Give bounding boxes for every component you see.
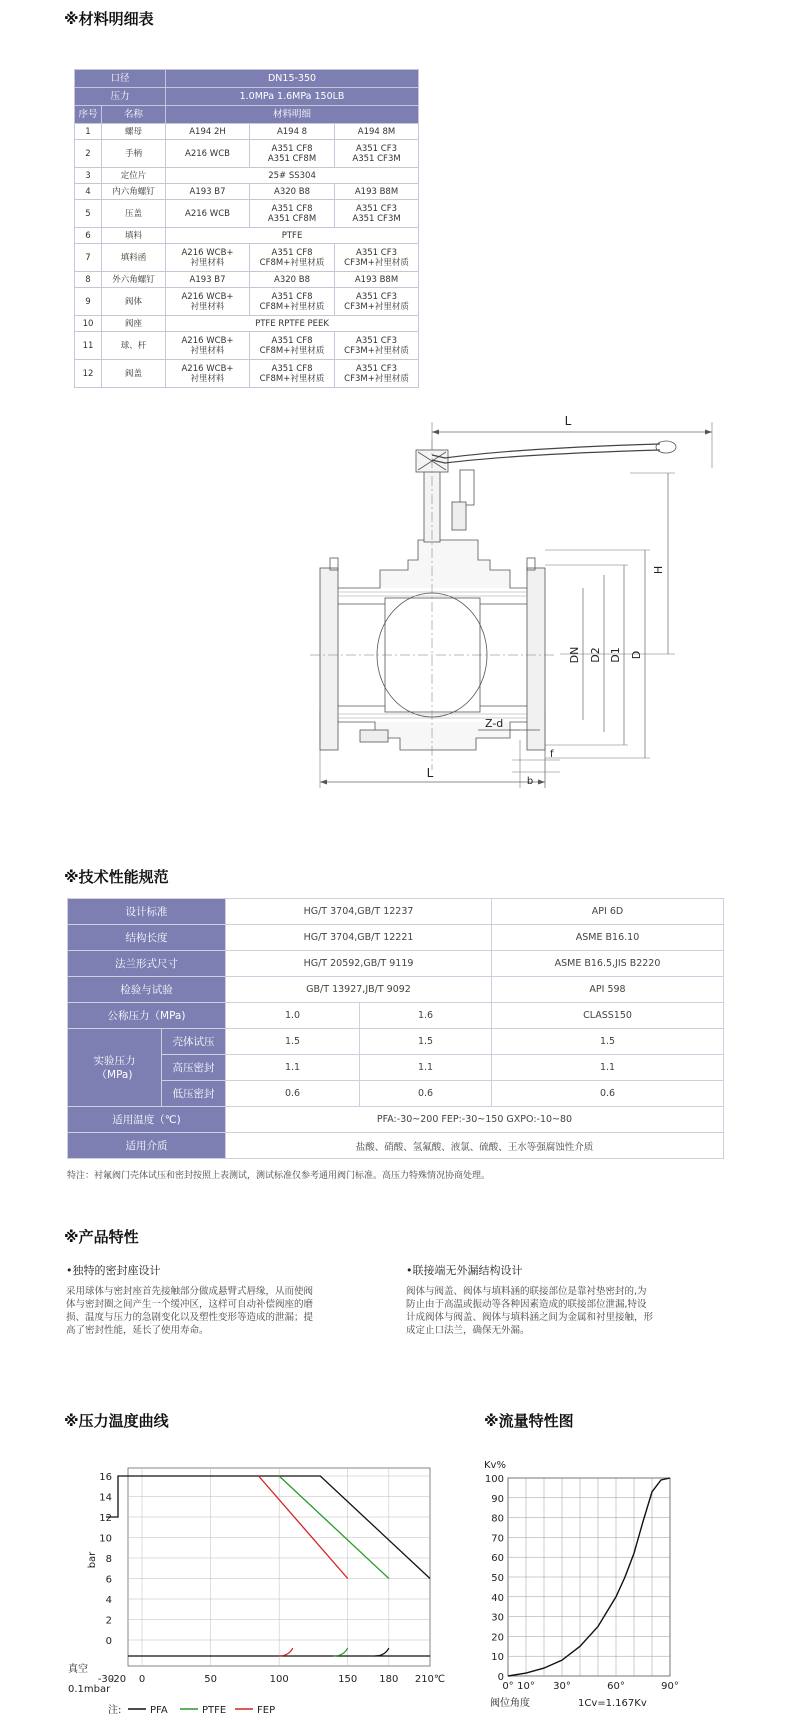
flow-y-tick: 90 bbox=[491, 1493, 504, 1505]
pt-y-tick: 2 bbox=[105, 1615, 112, 1627]
pt-legend-label: PTFE bbox=[202, 1705, 227, 1716]
row-name: 压盖 bbox=[102, 200, 166, 228]
pt-x-tick: 210℃ bbox=[414, 1674, 446, 1685]
row-name: 球、杆 bbox=[102, 332, 166, 360]
spec-row-length: 结构长度 HG/T 3704,GB/T 12221 ASME B16.10 bbox=[68, 925, 724, 951]
pt-y-tick: 12 bbox=[99, 1513, 112, 1524]
row-material-c2: A351 CF8 CF8M+衬里材质 bbox=[250, 360, 335, 388]
pt-y-tick: 10 bbox=[99, 1533, 112, 1545]
row-name: 外六角螺钉 bbox=[102, 272, 166, 288]
flow-x-tick: 0° bbox=[502, 1681, 514, 1692]
row-no: 8 bbox=[75, 272, 102, 288]
pt-y-tick: 8 bbox=[105, 1554, 112, 1565]
row-no: 3 bbox=[75, 168, 102, 184]
flow-y-tick: 10 bbox=[491, 1652, 504, 1664]
pressure-label: 压力 bbox=[75, 88, 166, 106]
row-material-c2: A351 CF8 A351 CF8M bbox=[250, 200, 335, 228]
row-material-c1: A216 WCB+ 衬里材料 bbox=[166, 360, 250, 388]
pt-chart-title: ※压力温度曲线 bbox=[64, 1412, 169, 1430]
feature-right-body: 阀体与阀盖、阀体与填料涵的联接部位是靠衬垫密封的,为防止由于高温或振动等各种因素造成的联接部位泄漏,特设计成阀体与阀盖、阀体与填料涵之间为金属和衬里接触，形成定止口法兰，确保无外漏。 bbox=[406, 1286, 654, 1336]
size-value: DN15-350 bbox=[166, 70, 419, 88]
dim-DN: DN bbox=[568, 646, 581, 664]
row-material-c3: A351 CF3 A351 CF3M bbox=[335, 140, 419, 168]
dim-b: b bbox=[526, 776, 534, 787]
row-name: 定位片 bbox=[102, 168, 166, 184]
row-material-c1: A193 B7 bbox=[166, 272, 250, 288]
row-name: 阀体 bbox=[102, 288, 166, 316]
row-material-c1: A216 WCB bbox=[166, 140, 250, 168]
pt-y-tick: 6 bbox=[105, 1574, 112, 1586]
flow-x-tick: 90° bbox=[661, 1681, 679, 1692]
row-no: 11 bbox=[75, 332, 102, 360]
spec-row-media: 适用介质 盐酸、硝酸、氢氟酸、液氯、硫酸、王水等强腐蚀性介质 bbox=[68, 1133, 724, 1159]
row-name: 手柄 bbox=[102, 140, 166, 168]
flow-x-label: 阀位角度 bbox=[490, 1698, 530, 1709]
materials-row bbox=[75, 316, 419, 332]
dim-D: D bbox=[630, 650, 643, 660]
row-material-c2: A351 CF8 A351 CF8M bbox=[250, 140, 335, 168]
pt-y-tick: 14 bbox=[99, 1492, 112, 1504]
spec-title: ※技术性能规范 bbox=[64, 868, 169, 886]
pt-y-tick: 0 bbox=[105, 1636, 112, 1647]
pressure-temperature-chart bbox=[0, 1460, 446, 1720]
row-material-c2: A351 CF8 CF8M+衬里材质 bbox=[250, 332, 335, 360]
row-material-c3: A351 CF3 CF3M+衬里材质 bbox=[335, 288, 419, 316]
valve-section-drawing bbox=[0, 410, 798, 810]
row-material-c2: A320 B8 bbox=[250, 184, 335, 200]
materials-header-size bbox=[75, 70, 419, 88]
spec-row-flange: 法兰形式尺寸 HG/T 20592,GB/T 9119 ASME B16.5,JIS B2220 bbox=[68, 951, 724, 977]
dim-H: H bbox=[652, 565, 665, 575]
spec-row-pn: 公称压力（MPa) 1.0 1.6 CLASS150 bbox=[68, 1003, 724, 1029]
pt-x-tick: -20 bbox=[109, 1674, 127, 1685]
flow-y-tick: 70 bbox=[491, 1533, 504, 1545]
row-material-c2: A320 B8 bbox=[250, 272, 335, 288]
pt-vacuum-label: 真空 bbox=[68, 1664, 88, 1675]
materials-row bbox=[75, 228, 419, 244]
flow-x-tick: 10° bbox=[517, 1681, 535, 1692]
row-material-c3: A351 CF3 CF3M+衬里材质 bbox=[335, 332, 419, 360]
spec-note: 特注：衬氟阀门壳体试压和密封按照上表测试，测试标准仅参考通用阀门标准。高压力特殊情况协商处理。 bbox=[67, 1171, 491, 1181]
flow-y-label: Kv% bbox=[484, 1460, 506, 1471]
row-material-c1: A193 B7 bbox=[166, 184, 250, 200]
dim-D2: D2 bbox=[589, 647, 602, 663]
spec-row-temp: 适用温度（℃) PFA:-30~200 FEP:-30~150 GXPO:-10~80 bbox=[68, 1107, 724, 1133]
features-title: ※产品特性 bbox=[64, 1228, 139, 1246]
materials-row bbox=[75, 140, 419, 168]
row-material: PTFE bbox=[166, 228, 419, 244]
spec-row-shell: 实验压力 （MPa) 壳体试压 1.5 1.5 1.5 bbox=[68, 1029, 724, 1055]
spec-row-hp: 高压密封 1.1 1.1 1.1 bbox=[68, 1055, 724, 1081]
row-no: 5 bbox=[75, 200, 102, 228]
row-material: PTFE RPTFE PEEK bbox=[166, 316, 419, 332]
col-name-label: 名称 bbox=[102, 106, 166, 124]
flow-y-tick: 30 bbox=[491, 1612, 504, 1624]
row-material-c2: A351 CF8 CF8M+衬里材质 bbox=[250, 288, 335, 316]
pt-vacuum-label-unit: 0.1mbar bbox=[68, 1684, 111, 1695]
row-material-c2: A351 CF8 CF8M+衬里材质 bbox=[250, 244, 335, 272]
flow-y-tick: 80 bbox=[491, 1513, 504, 1525]
materials-row bbox=[75, 244, 419, 272]
materials-row bbox=[75, 168, 419, 184]
row-material-c1: A216 WCB+ 衬里材料 bbox=[166, 332, 250, 360]
row-material: 25# SS304 bbox=[166, 168, 419, 184]
dim-D1: D1 bbox=[609, 647, 622, 663]
row-material-c3: A193 B8M bbox=[335, 184, 419, 200]
spec-row-design: 设计标准 HG/T 3704,GB/T 12237 API 6D bbox=[68, 899, 724, 925]
materials-row bbox=[75, 272, 419, 288]
row-no: 2 bbox=[75, 140, 102, 168]
flow-y-tick: 50 bbox=[491, 1573, 504, 1584]
pt-series-pfa bbox=[106, 1476, 430, 1579]
flow-chart-title: ※流量特性图 bbox=[484, 1412, 574, 1430]
spec-row-inspect: 检验与试验 GB/T 13927,JB/T 9092 API 598 bbox=[68, 977, 724, 1003]
row-no: 6 bbox=[75, 228, 102, 244]
pt-vacuum-curve-fep bbox=[279, 1648, 293, 1656]
materials-row bbox=[75, 360, 419, 388]
row-name: 内六角螺钉 bbox=[102, 184, 166, 200]
flow-y-tick: 40 bbox=[491, 1592, 504, 1604]
pt-vacuum-curve-pfa bbox=[375, 1648, 389, 1656]
flow-characteristic-chart bbox=[470, 1448, 780, 1708]
row-no: 10 bbox=[75, 316, 102, 332]
feature-left-body: 采用球体与密封座首先接触部分做成悬臂式唇缘，从而使阀体与密封圈之间产生一个缓冲区，这样可自动补偿阀座的磨损、温度与压力的急剧变化以及塑性变形等造成的泄漏；提高了密封性能，延长了使用寿命。 bbox=[66, 1286, 314, 1336]
row-no: 7 bbox=[75, 244, 102, 272]
flow-annotation: 1Cv=1.167Kv bbox=[578, 1698, 647, 1709]
row-material-c1: A216 WCB+ 衬里材料 bbox=[166, 244, 250, 272]
row-material-c3: A194 8M bbox=[335, 124, 419, 140]
pt-x-tick: 0 bbox=[138, 1674, 146, 1685]
row-material-c1: A216 WCB bbox=[166, 200, 250, 228]
pt-legend-prefix: 注: bbox=[108, 1705, 122, 1716]
flow-x-tick: 60° bbox=[607, 1681, 625, 1692]
pt-legend-label: PFA bbox=[150, 1705, 168, 1716]
feature-left-heading: •独特的密封座设计 bbox=[66, 1264, 161, 1277]
row-name: 填料 bbox=[102, 228, 166, 244]
row-material-c3: A351 CF3 CF3M+衬里材质 bbox=[335, 360, 419, 388]
materials-row bbox=[75, 332, 419, 360]
row-material-c2: A194 8 bbox=[250, 124, 335, 140]
feature-right-heading: •联接端无外漏结构设计 bbox=[406, 1264, 523, 1277]
pressure-value: 1.0MPa 1.6MPa 150LB bbox=[166, 88, 419, 106]
pt-x-tick: 100 bbox=[269, 1674, 289, 1685]
row-no: 4 bbox=[75, 184, 102, 200]
flow-y-tick: 0 bbox=[497, 1672, 504, 1683]
materials-header-pressure bbox=[75, 88, 419, 106]
materials-table bbox=[74, 69, 419, 388]
materials-header-columns bbox=[75, 106, 419, 124]
row-name: 阀盖 bbox=[102, 360, 166, 388]
row-no: 12 bbox=[75, 360, 102, 388]
col-no-label: 序号 bbox=[75, 106, 102, 124]
row-name: 填料函 bbox=[102, 244, 166, 272]
row-no: 1 bbox=[75, 124, 102, 140]
materials-row bbox=[75, 124, 419, 140]
row-material-c3: A351 CF3 A351 CF3M bbox=[335, 200, 419, 228]
pt-legend-label: FEP bbox=[257, 1705, 276, 1716]
pt-x-tick: 150 bbox=[338, 1674, 358, 1685]
row-material-c1: A216 WCB+ 衬里材料 bbox=[166, 288, 250, 316]
flow-y-tick: 20 bbox=[491, 1632, 504, 1644]
flow-y-tick: 60 bbox=[491, 1553, 504, 1565]
row-material-c3: A351 CF3 CF3M+衬里材质 bbox=[335, 244, 419, 272]
row-name: 螺母 bbox=[102, 124, 166, 140]
materials-row bbox=[75, 200, 419, 228]
spec-row-lp: 低压密封 0.6 0.6 0.6 bbox=[68, 1081, 724, 1107]
flow-x-tick: 30° bbox=[553, 1681, 571, 1692]
row-no: 9 bbox=[75, 288, 102, 316]
spec-table bbox=[67, 898, 724, 1159]
pt-y-tick: 16 bbox=[99, 1472, 112, 1483]
size-label: 口径 bbox=[75, 70, 166, 88]
materials-row bbox=[75, 184, 419, 200]
pt-vacuum-curve-ptfe bbox=[334, 1648, 348, 1656]
pt-y-label: bar bbox=[87, 1551, 98, 1569]
dim-L-top: L bbox=[564, 414, 572, 428]
pt-x-tick: 50 bbox=[204, 1674, 217, 1685]
dim-f: f bbox=[550, 749, 554, 760]
row-material-c1: A194 2H bbox=[166, 124, 250, 140]
row-name: 阀座 bbox=[102, 316, 166, 332]
test-pressure-label: 实验压力 （MPa) bbox=[68, 1029, 162, 1107]
materials-title: ※材料明细表 bbox=[64, 10, 154, 28]
pt-x-tick: -30 bbox=[97, 1674, 115, 1685]
pt-x-tick: 180 bbox=[379, 1674, 399, 1685]
dim-L-bottom: L bbox=[426, 766, 434, 780]
col-material-label: 材料明细 bbox=[166, 106, 419, 124]
materials-row bbox=[75, 288, 419, 316]
pt-y-tick: 4 bbox=[105, 1595, 112, 1606]
dim-Zd: Z-d bbox=[485, 717, 504, 730]
flow-y-tick: 100 bbox=[484, 1474, 504, 1485]
row-material-c3: A193 B8M bbox=[335, 272, 419, 288]
